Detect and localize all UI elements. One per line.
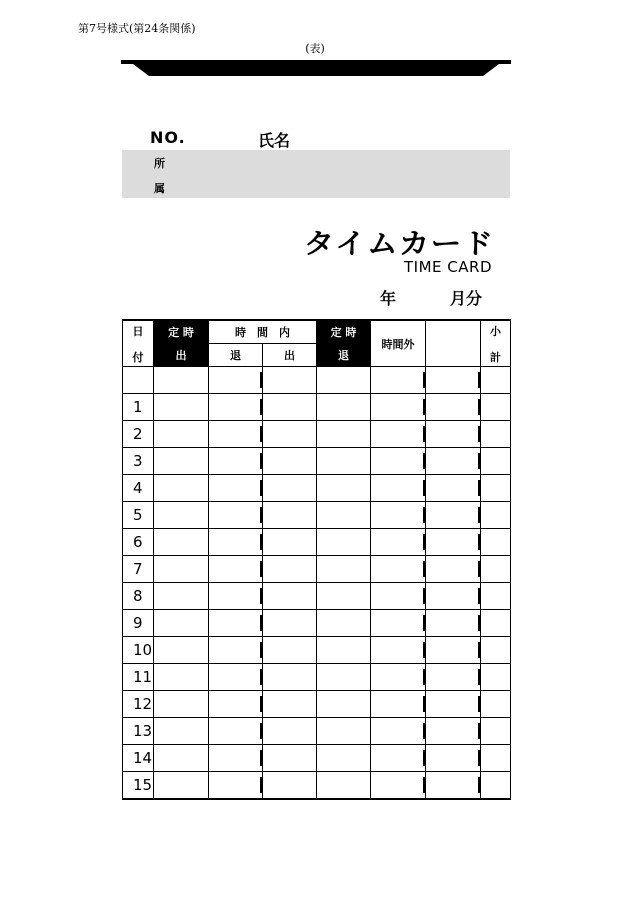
blank-cell[interactable] xyxy=(426,610,481,637)
scheduled-start-header: 定 時 xyxy=(154,320,209,344)
tick-mark xyxy=(260,777,262,793)
subtotal-header xyxy=(481,320,511,367)
day-cell: 9 xyxy=(123,610,154,637)
clock-in-cell[interactable] xyxy=(154,448,209,475)
day-row xyxy=(123,502,511,529)
within-return-cell[interactable] xyxy=(263,772,317,800)
clock-out-cell[interactable] xyxy=(317,394,371,421)
day-row xyxy=(123,610,511,637)
blank-cell[interactable] xyxy=(426,529,481,556)
subtotal-cell[interactable] xyxy=(481,367,511,394)
subtotal-cell[interactable] xyxy=(481,556,511,583)
tick-mark xyxy=(260,399,262,415)
day-cell: 3 xyxy=(123,448,154,475)
within-return-cell[interactable] xyxy=(263,394,317,421)
tick-mark xyxy=(423,480,425,496)
within-leave-cell[interactable] xyxy=(209,367,263,394)
subtotal-cell[interactable] xyxy=(481,502,511,529)
overtime-cell[interactable] xyxy=(371,718,426,745)
blank-cell[interactable] xyxy=(426,394,481,421)
within-return-cell[interactable] xyxy=(263,718,317,745)
tick-mark xyxy=(478,588,480,604)
clock-out-cell[interactable] xyxy=(317,664,371,691)
within-return-cell[interactable] xyxy=(263,421,317,448)
day-cell: 2 xyxy=(123,421,154,448)
day-cell: 15 xyxy=(123,772,154,800)
day-row xyxy=(123,529,511,556)
clock-in-cell[interactable] xyxy=(154,502,209,529)
within-leave-cell[interactable] xyxy=(209,610,263,637)
tick-mark xyxy=(423,696,425,712)
within-return-header: 出 xyxy=(263,344,317,367)
within-return-cell[interactable] xyxy=(263,502,317,529)
clock-in-cell[interactable] xyxy=(154,745,209,772)
clock-out-cell[interactable] xyxy=(317,556,371,583)
blank-cell[interactable] xyxy=(426,448,481,475)
blank-cell[interactable] xyxy=(426,745,481,772)
title-english: TIME CARD xyxy=(404,258,492,276)
day-cell: 10 xyxy=(123,637,154,664)
clock-in-cell[interactable] xyxy=(154,718,209,745)
day-row xyxy=(123,637,511,664)
blank-cell[interactable] xyxy=(426,691,481,718)
tick-mark xyxy=(260,750,262,766)
tick-mark xyxy=(260,615,262,631)
clock-in-cell[interactable] xyxy=(154,529,209,556)
subtotal-cell[interactable] xyxy=(481,421,511,448)
overtime-cell[interactable] xyxy=(371,583,426,610)
subtotal-cell[interactable] xyxy=(481,745,511,772)
overtime-cell[interactable] xyxy=(371,475,426,502)
within-return-cell[interactable] xyxy=(263,529,317,556)
clock-in-cell[interactable] xyxy=(154,691,209,718)
day-row xyxy=(123,664,511,691)
tick-mark xyxy=(423,723,425,739)
day-row xyxy=(123,718,511,745)
overtime-cell[interactable] xyxy=(371,394,426,421)
name-label: 氏名 xyxy=(258,131,291,150)
department-label-2: 属 xyxy=(154,182,165,195)
tick-mark xyxy=(260,723,262,739)
overtime-cell[interactable] xyxy=(371,664,426,691)
year-label: 年 xyxy=(380,289,397,308)
subtotal-cell[interactable] xyxy=(481,475,511,502)
clock-out-cell[interactable] xyxy=(317,502,371,529)
clock-out-cell[interactable] xyxy=(317,475,371,502)
tick-mark xyxy=(260,426,262,442)
scheduled-end-header: 定 時 xyxy=(317,320,371,344)
blank-cell[interactable] xyxy=(426,367,481,394)
blank-header xyxy=(426,320,481,367)
overtime-cell[interactable] xyxy=(371,556,426,583)
tick-mark xyxy=(260,372,262,388)
blank-cell[interactable] xyxy=(426,664,481,691)
within-leave-header: 退 xyxy=(209,344,263,367)
day-row xyxy=(123,583,511,610)
tick-mark xyxy=(423,372,425,388)
overtime-cell[interactable] xyxy=(371,367,426,394)
overtime-cell[interactable] xyxy=(371,772,426,800)
card-top-bar xyxy=(121,58,511,78)
subtotal-cell[interactable] xyxy=(481,529,511,556)
tick-mark xyxy=(423,615,425,631)
overtime-cell[interactable] xyxy=(371,529,426,556)
day-row xyxy=(123,691,511,718)
tick-mark xyxy=(260,642,262,658)
tick-mark xyxy=(478,777,480,793)
day-cell: 14 xyxy=(123,745,154,772)
within-leave-cell[interactable] xyxy=(209,556,263,583)
tick-mark xyxy=(478,669,480,685)
clock-out-cell[interactable] xyxy=(317,529,371,556)
within-leave-cell[interactable] xyxy=(209,637,263,664)
tick-mark xyxy=(423,534,425,550)
clock-out-cell[interactable] xyxy=(317,367,371,394)
blank-cell[interactable] xyxy=(426,421,481,448)
day-cell: 8 xyxy=(123,583,154,610)
clock-in-cell[interactable] xyxy=(154,475,209,502)
overtime-cell[interactable] xyxy=(371,421,426,448)
day-header-2: 付 xyxy=(132,350,144,364)
day-cell: 5 xyxy=(123,502,154,529)
clock-out-cell[interactable] xyxy=(317,610,371,637)
overtime-cell[interactable] xyxy=(371,745,426,772)
day-row xyxy=(123,367,511,394)
tick-mark xyxy=(478,480,480,496)
day-cell: 1 xyxy=(123,394,154,421)
tick-mark xyxy=(423,507,425,523)
tick-mark xyxy=(423,399,425,415)
tick-mark xyxy=(260,561,262,577)
month-label: 月分 xyxy=(450,289,483,308)
within-leave-cell[interactable] xyxy=(209,421,263,448)
clock-out-cell[interactable] xyxy=(317,637,371,664)
day-cell: 4 xyxy=(123,475,154,502)
clock-out-cell[interactable] xyxy=(317,421,371,448)
clock-in-cell[interactable] xyxy=(154,610,209,637)
within-leave-cell[interactable] xyxy=(209,745,263,772)
subtotal-header-1: 小 xyxy=(490,324,501,338)
within-return-cell[interactable] xyxy=(263,583,317,610)
front-side-label: (表) xyxy=(305,42,325,55)
tick-mark xyxy=(423,777,425,793)
within-leave-cell[interactable] xyxy=(209,772,263,800)
day-row xyxy=(123,772,511,800)
tick-mark xyxy=(260,507,262,523)
clock-in-cell[interactable] xyxy=(154,394,209,421)
tick-mark xyxy=(478,534,480,550)
tick-mark xyxy=(260,453,262,469)
time-card-table xyxy=(122,319,511,800)
clock-in-header: 出 xyxy=(154,344,209,367)
within-return-cell[interactable] xyxy=(263,556,317,583)
tick-mark xyxy=(478,399,480,415)
within-return-cell[interactable] xyxy=(263,367,317,394)
clock-out-cell[interactable] xyxy=(317,691,371,718)
tick-mark xyxy=(423,588,425,604)
blank-cell[interactable] xyxy=(426,502,481,529)
blank-cell[interactable] xyxy=(426,556,481,583)
day-row xyxy=(123,556,511,583)
tick-mark xyxy=(423,426,425,442)
tick-mark xyxy=(260,480,262,496)
overtime-header: 時間外 xyxy=(371,320,426,367)
clock-in-cell[interactable] xyxy=(154,664,209,691)
subtotal-cell[interactable] xyxy=(481,718,511,745)
title-japanese: タイムカード xyxy=(303,227,494,260)
blank-cell[interactable] xyxy=(426,718,481,745)
within-return-cell[interactable] xyxy=(263,475,317,502)
within-return-cell[interactable] xyxy=(263,691,317,718)
day-cell: 12 xyxy=(123,691,154,718)
day-row xyxy=(123,448,511,475)
department-field xyxy=(122,150,510,198)
subtotal-cell[interactable] xyxy=(481,610,511,637)
tick-mark xyxy=(478,615,480,631)
day-row xyxy=(123,421,511,448)
day-header xyxy=(123,320,154,367)
clock-in-cell[interactable] xyxy=(154,772,209,800)
clock-out-cell[interactable] xyxy=(317,745,371,772)
tick-mark xyxy=(478,723,480,739)
blank-cell[interactable] xyxy=(426,772,481,800)
tick-mark xyxy=(478,642,480,658)
day-cell: 13 xyxy=(123,718,154,745)
within-leave-cell[interactable] xyxy=(209,691,263,718)
within-leave-cell[interactable] xyxy=(209,664,263,691)
clock-out-cell[interactable] xyxy=(317,718,371,745)
subtotal-cell[interactable] xyxy=(481,583,511,610)
tick-mark xyxy=(260,588,262,604)
tick-mark xyxy=(478,507,480,523)
within-leave-cell[interactable] xyxy=(209,502,263,529)
within-leave-cell[interactable] xyxy=(209,718,263,745)
info-block xyxy=(122,126,510,198)
tick-mark xyxy=(423,750,425,766)
clock-out-header: 退 xyxy=(317,344,371,367)
clock-in-cell[interactable] xyxy=(154,421,209,448)
form-number: 第7号様式(第24条関係) xyxy=(78,22,196,35)
tick-mark xyxy=(478,426,480,442)
subtotal-cell[interactable] xyxy=(481,772,511,800)
tick-mark xyxy=(423,561,425,577)
within-return-cell[interactable] xyxy=(263,637,317,664)
clock-in-cell[interactable] xyxy=(154,637,209,664)
overtime-cell[interactable] xyxy=(371,448,426,475)
day-header-1: 日 xyxy=(132,324,144,338)
blank-cell[interactable] xyxy=(426,475,481,502)
day-row xyxy=(123,745,511,772)
clock-in-cell[interactable] xyxy=(154,367,209,394)
clock-in-cell[interactable] xyxy=(154,556,209,583)
within-leave-cell[interactable] xyxy=(209,583,263,610)
subtotal-cell[interactable] xyxy=(481,664,511,691)
within-leave-cell[interactable] xyxy=(209,475,263,502)
tick-mark xyxy=(260,696,262,712)
tick-mark xyxy=(260,534,262,550)
within-leave-cell[interactable] xyxy=(209,448,263,475)
overtime-cell[interactable] xyxy=(371,691,426,718)
department-label-1: 所 xyxy=(154,157,165,170)
day-row xyxy=(123,394,511,421)
tick-mark xyxy=(478,453,480,469)
tick-mark xyxy=(478,696,480,712)
clock-out-cell[interactable] xyxy=(317,448,371,475)
day-cell: 6 xyxy=(123,529,154,556)
tick-mark xyxy=(423,453,425,469)
tick-mark xyxy=(478,372,480,388)
within-return-cell[interactable] xyxy=(263,610,317,637)
overtime-cell[interactable] xyxy=(371,610,426,637)
within-leave-cell[interactable] xyxy=(209,529,263,556)
within-return-cell[interactable] xyxy=(263,745,317,772)
tick-mark xyxy=(423,642,425,658)
subtotal-cell[interactable] xyxy=(481,637,511,664)
clock-out-cell[interactable] xyxy=(317,772,371,800)
tick-mark xyxy=(478,561,480,577)
within-return-cell[interactable] xyxy=(263,448,317,475)
within-leave-cell[interactable] xyxy=(209,394,263,421)
within-hours-header: 時 間 内 xyxy=(209,320,317,344)
subtotal-header-2: 計 xyxy=(490,350,501,364)
number-name-row xyxy=(122,126,510,150)
overtime-cell[interactable] xyxy=(371,502,426,529)
blank-cell[interactable] xyxy=(426,637,481,664)
day-cell: 11 xyxy=(123,664,154,691)
header-row-1 xyxy=(123,320,511,344)
overtime-cell[interactable] xyxy=(371,637,426,664)
day-cell: 7 xyxy=(123,556,154,583)
within-return-cell[interactable] xyxy=(263,664,317,691)
tick-mark xyxy=(423,669,425,685)
subtotal-cell[interactable] xyxy=(481,448,511,475)
subtotal-cell[interactable] xyxy=(481,394,511,421)
tick-mark xyxy=(478,750,480,766)
subtotal-cell[interactable] xyxy=(481,691,511,718)
number-label: NO. xyxy=(150,128,186,147)
clock-in-cell[interactable] xyxy=(154,583,209,610)
blank-cell[interactable] xyxy=(426,583,481,610)
clock-out-cell[interactable] xyxy=(317,583,371,610)
day-row xyxy=(123,475,511,502)
day-cell xyxy=(123,367,154,394)
tick-mark xyxy=(260,669,262,685)
